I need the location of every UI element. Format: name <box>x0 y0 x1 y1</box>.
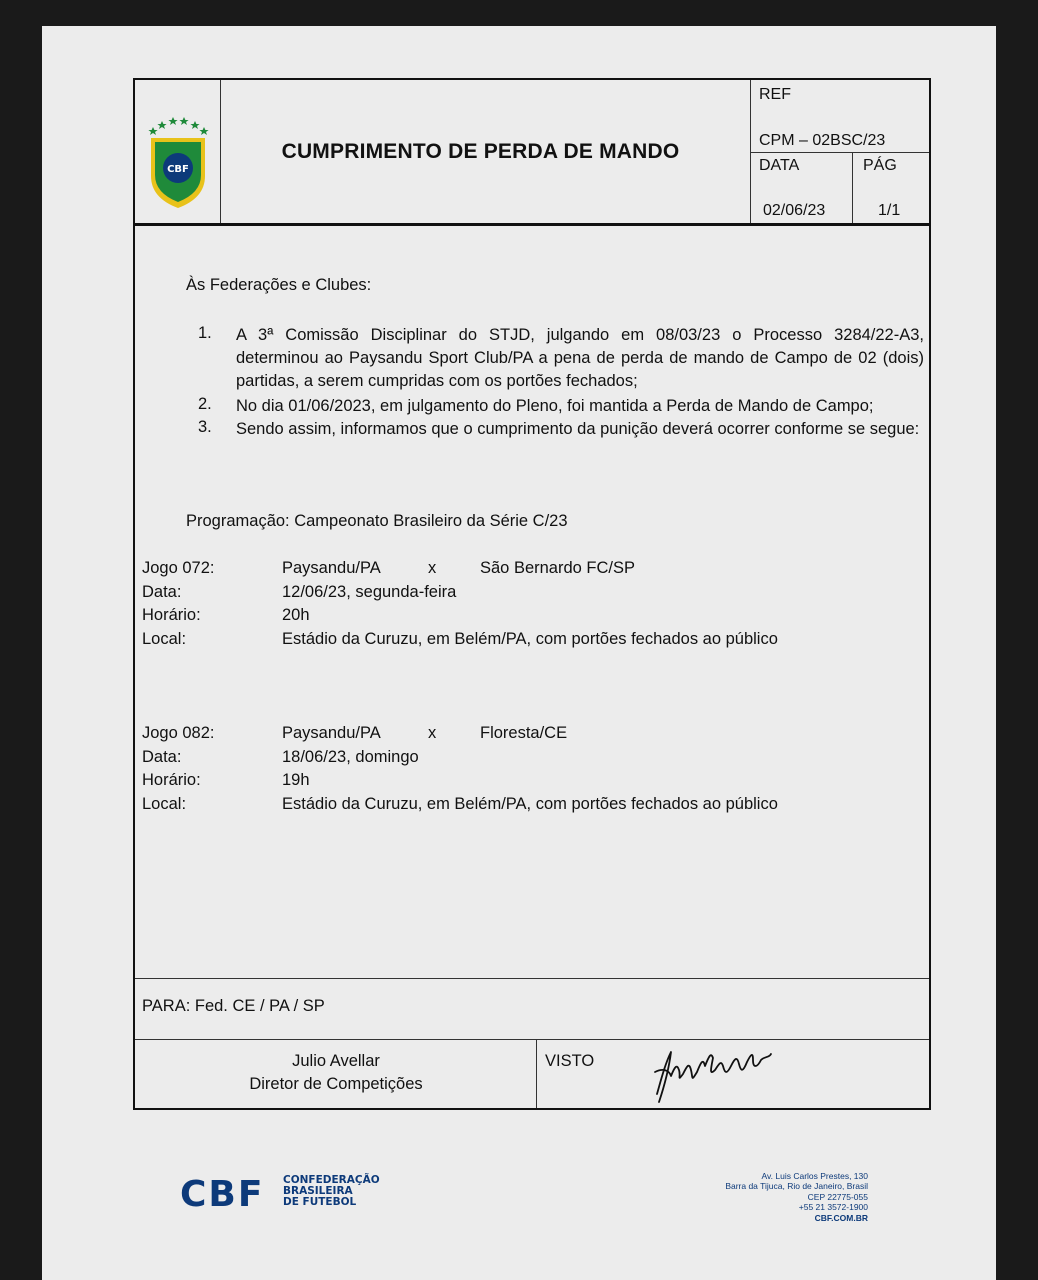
ref-value: CPM – 02BSC/23 <box>759 132 886 149</box>
away-team: Floresta/CE <box>480 724 568 742</box>
greeting: Às Federações e Clubes: <box>186 276 372 294</box>
date-row <box>142 748 922 772</box>
game-block <box>142 559 922 653</box>
data-value: 12/06/23, segunda-feira <box>282 582 457 601</box>
visto-cell <box>537 1040 929 1108</box>
org-line: DE FUTEBOL <box>283 1196 357 1208</box>
horario-label: Horário: <box>142 771 201 789</box>
handwritten-signature <box>647 1044 787 1106</box>
address-line: CEP 22775-055 <box>807 1191 868 1202</box>
horario-value: 20h <box>282 606 310 624</box>
list-item-number: 1. <box>198 324 212 342</box>
game-block <box>142 724 922 818</box>
document-page <box>42 26 996 1280</box>
ref-cell <box>751 80 929 153</box>
org-line: CONFEDERAÇÃO <box>283 1174 380 1186</box>
document-frame <box>133 78 931 1110</box>
address-line: Barra da Tijuca, Rio de Janeiro, Brasil <box>725 1181 868 1192</box>
page-label: PÁG <box>863 157 897 174</box>
recipients-text: PARA: Fed. CE / PA / SP <box>142 997 325 1015</box>
data-label: Data: <box>142 582 182 601</box>
local-row <box>142 795 922 819</box>
game-label: Jogo 082: <box>142 724 215 742</box>
signatory-role: Diretor de Competições <box>249 1075 423 1093</box>
title-cell <box>221 80 751 223</box>
page-value: 1/1 <box>878 202 901 219</box>
date-page-row <box>751 153 929 223</box>
phone: +55 21 3572-1900 <box>798 1202 868 1213</box>
signatory-cell <box>135 1040 537 1108</box>
website: CBF.COM.BR <box>814 1212 868 1223</box>
logo-cell <box>135 80 221 223</box>
local-value: Estádio da Curuzu, em Belém/PA, com portões fechados ao público <box>282 794 778 813</box>
signatory-name: Julio Avellar <box>292 1052 380 1070</box>
list-item-text: A 3ª Comissão Disciplinar do STJD, julgando em 08/03/23 o Processo 3284/22-A3, determinou ao Paysandu Sport Club/PA a pena de perda de mando de Campo de 02 (dois) partidas, a serem cumpridas com os portões fechados; <box>236 326 924 390</box>
game-row <box>142 724 922 748</box>
horario-label: Horário: <box>142 606 201 624</box>
date-label: DATA <box>759 157 800 174</box>
local-row <box>142 630 922 654</box>
ref-label: REF <box>759 86 791 103</box>
document-footer <box>42 1166 996 1266</box>
game-label: Jogo 072: <box>142 559 215 577</box>
visto-label: VISTO <box>545 1052 595 1070</box>
date-cell <box>751 153 853 223</box>
game-row <box>142 559 922 583</box>
document-header <box>135 80 929 226</box>
time-row <box>142 606 922 630</box>
home-team: Paysandu/PA <box>282 724 381 742</box>
cbf-wordmark: CBF <box>180 1174 265 1215</box>
home-team: Paysandu/PA <box>282 559 381 577</box>
list-item-number: 3. <box>198 418 212 436</box>
data-label: Data: <box>142 747 182 766</box>
meta-cell <box>751 80 929 223</box>
local-label: Local: <box>142 629 187 648</box>
address-block <box>725 1171 868 1223</box>
address-line: Av. Luis Carlos Prestes, 130 <box>761 1171 868 1181</box>
local-label: Local: <box>142 794 187 813</box>
versus: x <box>428 724 437 742</box>
versus: x <box>428 559 437 577</box>
recipients-section <box>135 978 929 1040</box>
signature-section <box>135 1040 929 1108</box>
list-item-text: Sendo assim, informamos que o cumprimento da punição deverá ocorrer conforme se segue: <box>236 420 920 438</box>
page-cell <box>853 153 929 223</box>
local-value: Estádio da Curuzu, em Belém/PA, com portões fechados ao público <box>282 629 778 648</box>
org-line: BRASILEIRA <box>283 1185 353 1197</box>
date-value: 02/06/23 <box>763 202 826 219</box>
time-row <box>142 771 922 795</box>
page-title: CUMPRIMENTO DE PERDA DE MANDO <box>281 139 680 163</box>
programacao-line: Programação: Campeonato Brasileiro da Série C/23 <box>186 512 568 530</box>
list-item-number: 2. <box>198 395 212 413</box>
svg-text:CBF: CBF <box>167 164 189 175</box>
horario-value: 19h <box>282 771 310 789</box>
cbf-organization-name <box>283 1175 380 1208</box>
data-value: 18/06/23, domingo <box>282 747 419 766</box>
cbf-crest-logo <box>135 80 221 223</box>
away-team: São Bernardo FC/SP <box>480 559 635 577</box>
list-item-text: No dia 01/06/2023, em julgamento do Pleno, foi mantida a Perda de Mando de Campo; <box>236 397 874 415</box>
date-row <box>142 583 922 607</box>
